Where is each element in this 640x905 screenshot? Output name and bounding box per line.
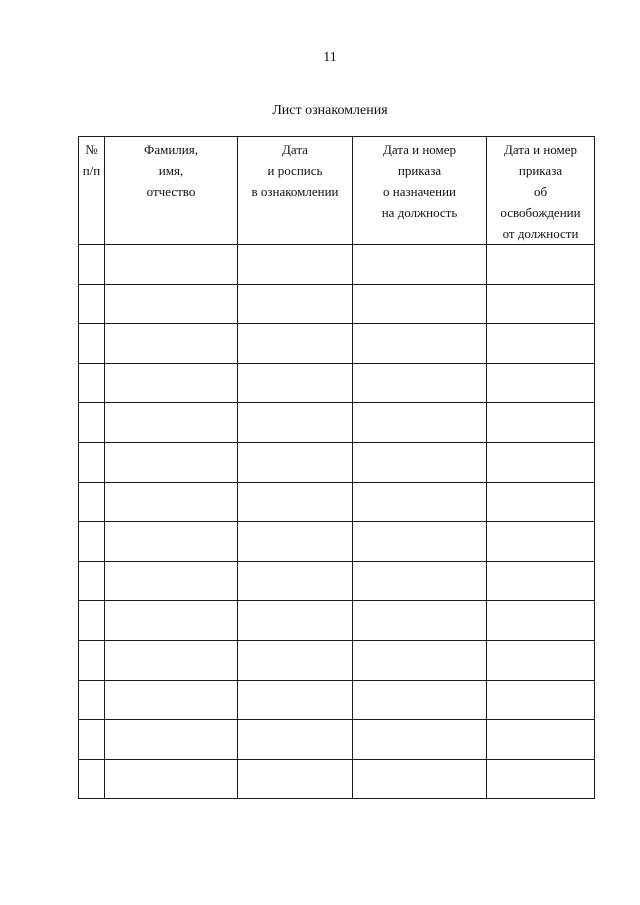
table-cell [353, 601, 487, 641]
table-cell [105, 640, 238, 680]
header-row [79, 137, 595, 245]
table-cell [79, 680, 105, 720]
table-cell [353, 442, 487, 482]
table-cell [487, 680, 595, 720]
table-cell [487, 482, 595, 522]
table-cell [105, 482, 238, 522]
table-row [79, 561, 595, 601]
header-appointment-order: Дата и номер приказа о назначении на должность [353, 137, 487, 245]
table-cell [105, 245, 238, 285]
table-cell [353, 363, 487, 403]
table-cell [238, 442, 353, 482]
table-cell [238, 640, 353, 680]
table-cell [238, 284, 353, 324]
table-cell [353, 720, 487, 760]
table-cell [105, 522, 238, 562]
table-row [79, 403, 595, 443]
table-cell [238, 482, 353, 522]
table-cell [238, 522, 353, 562]
table-cell [79, 640, 105, 680]
acknowledgment-table [78, 136, 595, 799]
header-full-name: Фамилия, имя, отчество [105, 137, 238, 245]
table-cell [353, 759, 487, 799]
table-row [79, 640, 595, 680]
table-cell [79, 363, 105, 403]
table-cell [353, 522, 487, 562]
table-row [79, 482, 595, 522]
table-row [79, 759, 595, 799]
table-cell [353, 324, 487, 364]
table-row [79, 680, 595, 720]
table-body [79, 245, 595, 799]
table-cell [105, 680, 238, 720]
table-row [79, 442, 595, 482]
table-cell [79, 442, 105, 482]
table-cell [238, 759, 353, 799]
table-cell [238, 245, 353, 285]
table-cell [105, 403, 238, 443]
table-cell [353, 403, 487, 443]
table-cell [353, 680, 487, 720]
table-cell [353, 482, 487, 522]
table-cell [487, 403, 595, 443]
table-cell [487, 284, 595, 324]
table-cell [105, 324, 238, 364]
table-cell [105, 720, 238, 760]
table-cell [487, 245, 595, 285]
table-cell [105, 442, 238, 482]
table-cell [79, 759, 105, 799]
table-cell [79, 284, 105, 324]
table-cell [105, 284, 238, 324]
table-cell [105, 561, 238, 601]
table-cell [79, 245, 105, 285]
table-cell [79, 403, 105, 443]
table-cell [79, 720, 105, 760]
table-cell [353, 561, 487, 601]
table-row [79, 363, 595, 403]
table-row [79, 245, 595, 285]
header-number: № п/п [79, 137, 105, 245]
table-cell [238, 403, 353, 443]
header-date-signature: Дата и роспись в ознакомлении [238, 137, 353, 245]
table-row [79, 522, 595, 562]
header-dismissal-order: Дата и номер приказа об освобождении от должности [487, 137, 595, 245]
table-row [79, 720, 595, 760]
table-cell [487, 561, 595, 601]
table-cell [105, 601, 238, 641]
table-cell [487, 759, 595, 799]
table-cell [238, 601, 353, 641]
table-cell [487, 324, 595, 364]
sheet-title: Лист ознакомления [272, 103, 388, 118]
table-cell [79, 601, 105, 641]
table-cell [487, 363, 595, 403]
table-cell [238, 324, 353, 364]
table-cell [353, 640, 487, 680]
table-cell [353, 245, 487, 285]
page-number: 11 [323, 50, 337, 65]
table-cell [79, 522, 105, 562]
table-row [79, 324, 595, 364]
table-cell [353, 284, 487, 324]
table-cell [79, 561, 105, 601]
table-cell [238, 363, 353, 403]
table-cell [105, 759, 238, 799]
table-row [79, 601, 595, 641]
table-row [79, 284, 595, 324]
table-cell [238, 680, 353, 720]
table-cell [487, 640, 595, 680]
table-cell [487, 522, 595, 562]
table-cell [487, 601, 595, 641]
table-cell [79, 482, 105, 522]
table-cell [79, 324, 105, 364]
table-cell [238, 561, 353, 601]
table-cell [487, 720, 595, 760]
table-cell [238, 720, 353, 760]
table-cell [105, 363, 238, 403]
table-cell [487, 442, 595, 482]
